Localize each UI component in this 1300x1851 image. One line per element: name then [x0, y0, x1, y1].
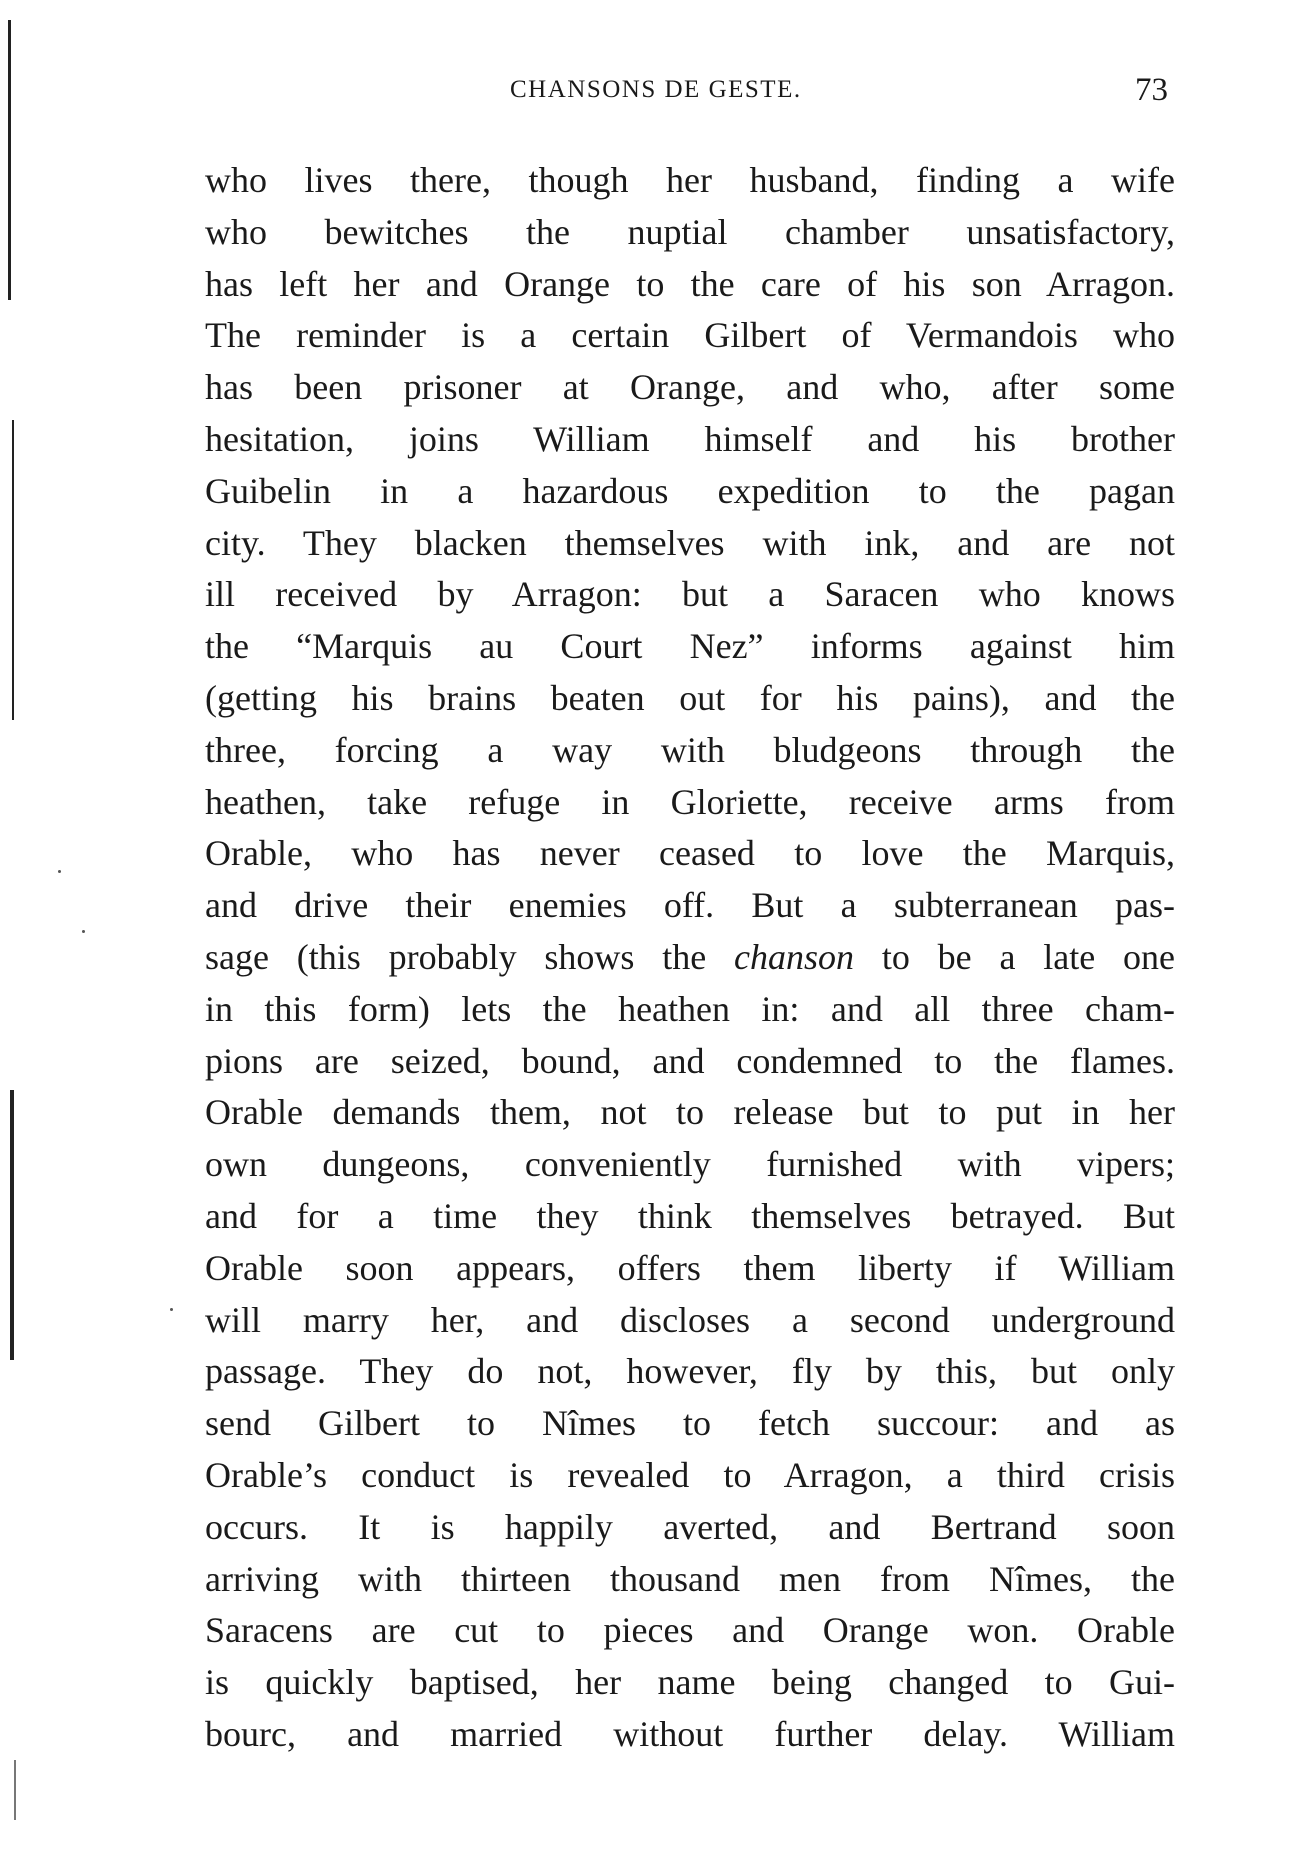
- binding-edge-line: [14, 1760, 16, 1820]
- scan-speck: [170, 1308, 173, 1311]
- text-line: and for a time they think themselves betrayed. But: [205, 1195, 1175, 1236]
- text-line: pions are seized, bound, and condemned to the flames.: [205, 1040, 1175, 1081]
- text-line: has been prisoner at Orange, and who, after some: [205, 367, 1175, 408]
- text-line: heathen, take refuge in Gloriette, receive arms from: [205, 781, 1175, 822]
- text-segment: sage (this probably shows the: [205, 936, 735, 977]
- text-segment: to be a late one: [854, 936, 1175, 977]
- scan-speck: [58, 870, 61, 873]
- text-line: [205, 932, 1175, 984]
- text-line: three, forcing a way with bludgeons through the: [205, 729, 1175, 770]
- text-line: Orable, who has never ceased to love the Marquis,: [205, 833, 1175, 874]
- page-number: 73: [1135, 72, 1168, 108]
- running-head: [0, 72, 1300, 112]
- text-line: occurs. It is happily averted, and Bertrand soon: [205, 1506, 1175, 1547]
- running-title: CHANSONS DE GESTE.: [510, 76, 802, 103]
- text-line: city. They blacken themselves with ink, and are not: [205, 522, 1175, 563]
- text-line: own dungeons, conveniently furnished with vipers;: [205, 1144, 1175, 1185]
- text-line: the “Marquis au Court Nez” informs against him: [205, 626, 1175, 667]
- text-line: is quickly baptised, her name being changed to Gui-: [205, 1662, 1175, 1703]
- text-line: The reminder is a certain Gilbert of Vermandois who: [205, 315, 1175, 356]
- text-line: hesitation, joins William himself and his brother: [205, 418, 1175, 459]
- text-line: send Gilbert to Nîmes to fetch succour: and as: [205, 1403, 1175, 1444]
- body-text: [205, 155, 1175, 1761]
- scan-speck: [82, 930, 85, 933]
- binding-edge-line: [10, 1090, 14, 1360]
- binding-edge-line: [12, 420, 14, 720]
- text-line: Orable demands them, not to release but to put in her: [205, 1092, 1175, 1133]
- text-line: ill received by Arragon: but a Saracen who knows: [205, 574, 1175, 615]
- text-line: who lives there, though her husband, finding a wife: [205, 160, 1175, 200]
- text-line: who bewitches the nuptial chamber unsatisfactory,: [205, 211, 1175, 252]
- text-line: will marry her, and discloses a second underground: [205, 1299, 1175, 1340]
- binding-edge-line: [8, 20, 11, 300]
- text-line: bourc, and married without further delay. William: [205, 1713, 1175, 1754]
- text-line: passage. They do not, however, fly by this, but only: [205, 1351, 1175, 1392]
- text-line: (getting his brains beaten out for his pains), and the: [205, 677, 1175, 718]
- text-line: has left her and Orange to the care of his son Arragon.: [205, 263, 1175, 304]
- text-line: Guibelin in a hazardous expedition to the pagan: [205, 470, 1175, 511]
- text-line: Orable’s conduct is revealed to Arragon, a third crisis: [205, 1454, 1175, 1495]
- italic-term: chanson: [734, 936, 855, 977]
- text-line: arriving with thirteen thousand men from Nîmes, the: [205, 1558, 1175, 1599]
- text-line: Orable soon appears, offers them liberty if William: [205, 1247, 1175, 1288]
- text-line: in this form) lets the heathen in: and all three cham-: [205, 988, 1175, 1029]
- text-line: and drive their enemies off. But a subterranean pas-: [205, 885, 1175, 926]
- text-line: Saracens are cut to pieces and Orange won. Orable: [205, 1610, 1175, 1651]
